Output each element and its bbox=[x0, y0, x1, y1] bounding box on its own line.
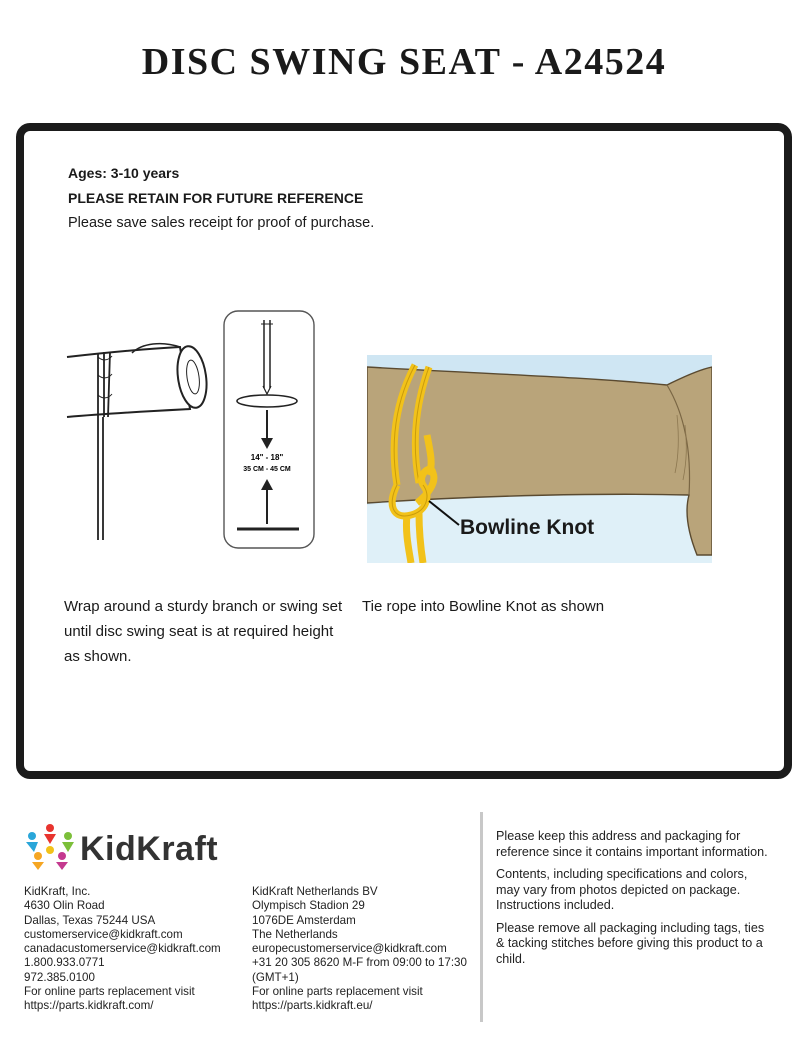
phone-number: 972.385.0100 bbox=[24, 970, 95, 984]
note-keep-address: Please keep this address and packaging for reference since it contains important information. bbox=[496, 829, 768, 859]
height-imperial: 14" - 18" bbox=[250, 453, 284, 462]
address-line: 1076DE Amsterdam bbox=[252, 913, 356, 927]
receipt-notice: Please save sales receipt for proof of purchase. bbox=[68, 215, 375, 231]
footer-divider bbox=[480, 812, 483, 1022]
age-range: Ages: 3-10 years bbox=[68, 165, 180, 181]
height-metric: 35 CM - 45 CM bbox=[243, 466, 291, 473]
retain-notice: PLEASE RETAIN FOR FUTURE REFERENCE bbox=[68, 190, 364, 206]
address-line: KidKraft, Inc. bbox=[24, 885, 91, 898]
address-line: KidKraft Netherlands BV bbox=[252, 885, 378, 898]
email-link[interactable]: customerservice@kidkraft.com bbox=[24, 927, 183, 941]
note-remove-packaging: Please remove all packaging including tags, ties & tacking stitches before giving this product to a child. bbox=[496, 920, 765, 966]
bowline-knot-label: Bowline Knot bbox=[460, 516, 595, 539]
eu-address bbox=[252, 885, 467, 1014]
address-line: The Netherlands bbox=[252, 927, 338, 941]
parts-link[interactable]: https://parts.kidkraft.eu/ bbox=[252, 999, 373, 1013]
packaging-notes bbox=[496, 829, 768, 974]
bowline-knot-illustration bbox=[367, 355, 712, 563]
address-line: For online parts replacement visit bbox=[24, 985, 195, 999]
email-link[interactable]: canadacustomerservice@kidkraft.com bbox=[24, 942, 221, 956]
phone-number: +31 20 305 8620 M-F from 09:00 to 17:30 bbox=[252, 956, 467, 970]
tie-caption: Tie rope into Bowline Knot as shown bbox=[362, 598, 605, 615]
address-line: 4630 Olin Road bbox=[24, 899, 105, 913]
brand-name: KidKraft bbox=[80, 830, 219, 868]
wrap-caption: Wrap around a sturdy branch or swing set until disc swing seat is at required height as shown. bbox=[64, 598, 343, 665]
note-contents-vary: Contents, including specifications and colors, may vary from photos depicted on package. Instructions included. bbox=[496, 867, 748, 912]
address-line: Dallas, Texas 75244 USA bbox=[24, 913, 156, 927]
email-link[interactable]: europecustomerservice@kidkraft.com bbox=[252, 942, 447, 956]
address-line: (GMT+1) bbox=[252, 970, 299, 984]
page-title: DISC SWING SEAT - A24524 bbox=[141, 41, 667, 83]
branch-wrap-illustration bbox=[62, 335, 212, 545]
address-line: For online parts replacement visit bbox=[252, 985, 423, 999]
swing-height-diagram bbox=[223, 310, 315, 550]
phone-number: 1.800.933.0771 bbox=[24, 956, 105, 970]
parts-link[interactable]: https://parts.kidkraft.com/ bbox=[24, 999, 154, 1013]
address-line: Olympisch Stadion 29 bbox=[252, 899, 365, 913]
us-address bbox=[24, 885, 221, 1014]
kidkraft-logo-icon bbox=[22, 822, 78, 870]
